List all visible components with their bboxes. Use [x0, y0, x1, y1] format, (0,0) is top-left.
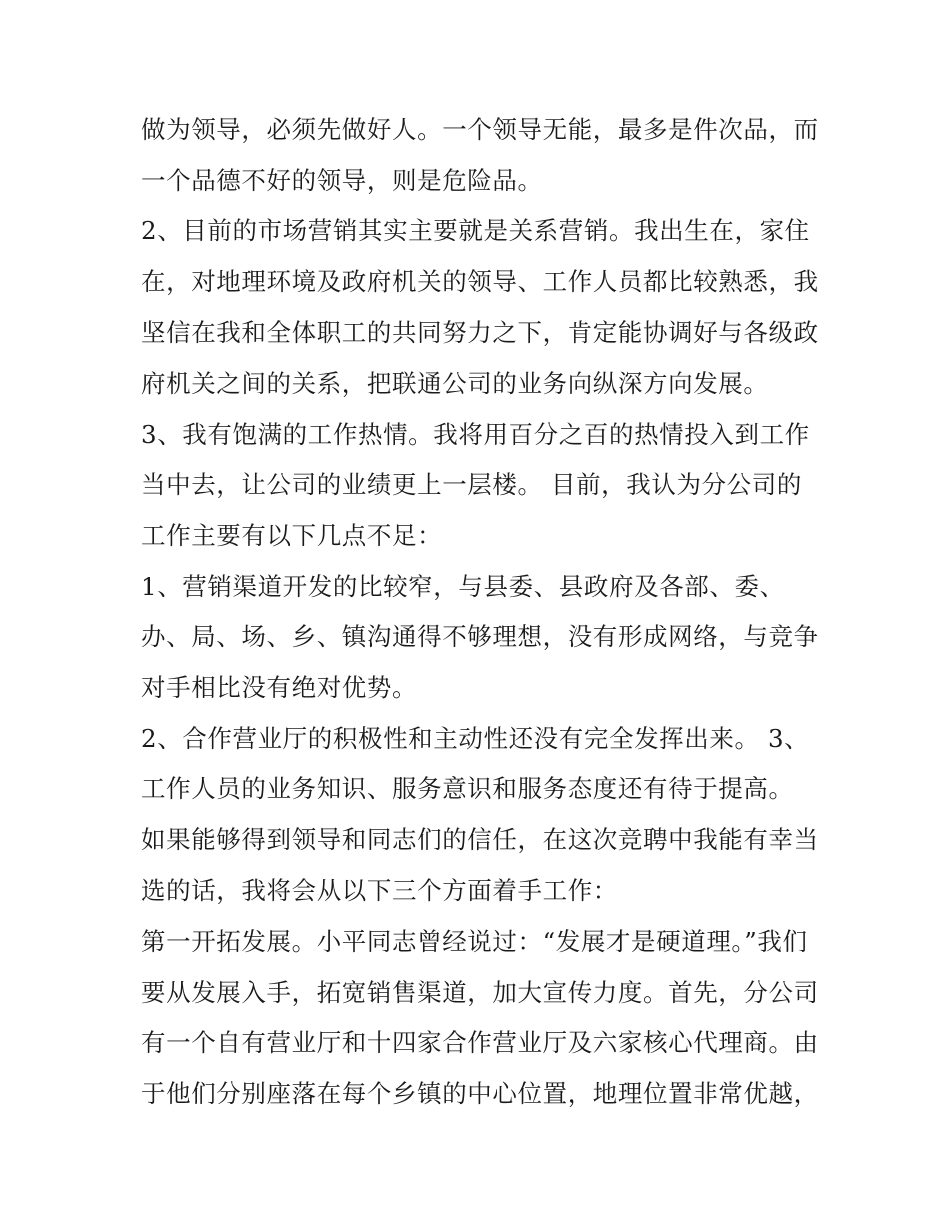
text-line-14: 工作人员的业务知识、服务意识和服务态度还有待于提高。: [141, 774, 794, 803]
text-line-20: 于他们分别座落在每个乡镇的中心位置，地理位置非常优越，: [141, 1079, 819, 1108]
text-line-2: 一个品德不好的领导，则是危险品。: [141, 166, 543, 195]
text-line-13: 2、合作营业厅的积极性和主动性还没有完全发挥出来。 3、: [141, 724, 810, 753]
text-line-5: 坚信在我和全体职工的共同努力之下，肯定能协调好与各级政: [141, 318, 819, 347]
text-line-19: 有一个自有营业厅和十四家合作营业厅及六家核心代理商。由: [141, 1028, 819, 1057]
text-line-15: 如果能够得到领导和同志们的信任，在这次竞聘中我能有幸当: [141, 825, 819, 854]
text-line-3: 2、目前的市场营销其实主要就是关系营销。我出生在，家住: [141, 216, 810, 245]
text-line-4: 在，对地理环境及政府机关的领导、工作人员都比较熟悉，我: [141, 267, 819, 296]
text-line-9: 工作主要有以下几点不足：: [141, 521, 443, 550]
text-line-1: 做为领导，必须先做好人。一个领导无能，最多是件次品，而: [141, 115, 819, 144]
text-line-8: 当中去，让公司的业绩更上一层楼。 目前，我认为分公司的: [141, 470, 802, 499]
text-line-16: 选的话，我将会从以下三个方面着手工作：: [141, 876, 618, 905]
text-line-18: 要从发展入手，拓宽销售渠道，加大宣传力度。首先，分公司: [141, 978, 819, 1007]
text-line-17: 第一开拓发展。小平同志曾经说过：“发展才是硬道理。”我们: [141, 927, 808, 956]
text-line-12: 对手相比没有绝对优势。: [141, 673, 418, 702]
text-line-6: 府机关之间的关系，把联通公司的业务向纵深方向发展。: [141, 369, 769, 398]
text-line-7: 3、我有饱满的工作热情。我将用百分之百的热情投入到工作: [141, 420, 810, 449]
text-line-10: 1、营销渠道开发的比较窄，与县委、县政府及各部、委、: [141, 572, 785, 601]
text-line-11: 办、局、场、乡、镇沟通得不够理想，没有形成网络，与竞争: [141, 622, 819, 651]
